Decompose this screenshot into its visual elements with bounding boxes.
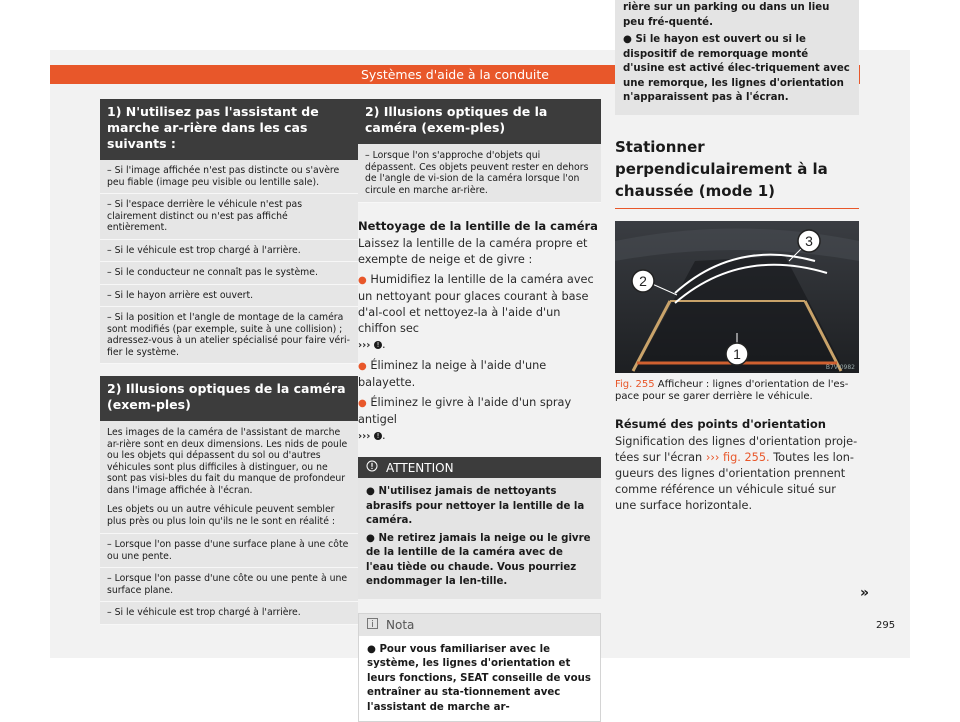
bullet-dot: ● — [358, 361, 367, 372]
cleaning-bullet: ● Éliminez le givre à l'aide d'un spray antigel ››› ! . — [358, 395, 601, 445]
bullet-text: Humidifiez la lentille de la caméra avec un nettoyant pour glaces courant à base d'al-cool et nettoyez-la à l'aide d'un chiffon sec — [358, 273, 594, 335]
list-item: – Lorsque l'on s'approche d'objets qui dépassent. Ces objets peuvent rester en dehors de l'angle de vi-sion de la caméra lorsque l'on circule en marche ar-rière. — [358, 144, 601, 203]
attention-box — [358, 457, 601, 599]
box1-title: 1) N'utilisez pas l'assistant de marche ar-rière dans les cas suivants : — [100, 99, 358, 160]
attention-header — [358, 457, 601, 478]
page-header: Systèmes d'aide à la conduite — [50, 65, 860, 84]
figure-caption — [615, 379, 859, 403]
box-title: 2) Illusions optiques de la caméra (exem-ples) — [358, 99, 601, 144]
warning-ref-icon: ! — [374, 341, 382, 349]
section-title: Stationner perpendiculairement à la chaussée (mode 1) — [615, 136, 859, 209]
callout-label-2: 2 — [639, 273, 647, 289]
page-number: 295 — [876, 620, 895, 631]
note-title: Nota — [386, 618, 414, 632]
list-item: – Si le conducteur ne connaît pas le système. — [100, 262, 358, 285]
cleaning-bullet: ● Humidifiez la lentille de la caméra avec un nettoyant pour glaces courant à base d'al-cool et nettoyez-la à l'aide d'un chiffon sec ››› ! . — [358, 272, 601, 354]
caption-text: Afficheur : lignes d'orientation de l'es-pace pour se garer derrière le véhicule. — [615, 379, 848, 402]
list-item: – Si le véhicule est trop chargé à l'arrière. — [100, 602, 358, 625]
figure-link[interactable]: ››› fig. 255. — [706, 451, 770, 464]
warning-ref-icon: ! — [374, 432, 382, 440]
list-item: – Si l'image affichée n'est pas distincte ou s'avère peu fiable (image peu visible ou lentille sale). — [100, 160, 358, 194]
box-content — [358, 144, 601, 203]
list-item: – Si la position et l'angle de montage de la caméra sont modifiés (par exemple, suite à une collision) ; adressez-vous à un atelier spécialisé pour faire véri-fier le système. — [100, 307, 358, 364]
list-item: – Lorsque l'on passe d'une côte ou une pente à une surface plane. — [100, 568, 358, 602]
summary-heading: Résumé des points d'orientation — [615, 417, 859, 431]
bullet-dot: ● — [358, 398, 367, 409]
ref-arrow: ››› — [358, 340, 370, 351]
list-item: – Lorsque l'on passe d'une surface plane à une côte ou une pente. — [100, 533, 358, 568]
note-header — [359, 614, 600, 636]
figure-camera-display — [615, 221, 859, 373]
cleaning-heading: Nettoyage de la lentille de la caméra — [358, 219, 601, 233]
note-body: ● Pour vous familiariser avec le système, les lignes d'orientation et leurs fonctions, SEAT conseille de vous entraîner au sta-tionnement avec l'assistant de marche ar- — [359, 636, 600, 722]
box2-paragraph: Les objets ou un autre véhicule peuvent sembler plus près ou plus loin qu'ils ne le sont en réalité : — [100, 500, 358, 533]
box2-content — [100, 421, 358, 625]
attention-body — [358, 478, 601, 599]
list-item: – Si l'espace derrière le véhicule n'est pas clairement distinct ou n'est pas affiché entièrement. — [100, 194, 358, 240]
bullet-text: Éliminez le givre à l'aide d'un spray antigel — [358, 396, 571, 426]
ref-arrow: ››› — [358, 431, 370, 442]
box2-paragraph: Les images de la caméra de l'assistant de marche ar-rière sont en deux dimensions. Les nids de poule ou les objets qui dépassent du sol ou d'autres véhicules sont plus difficiles à distinguer, ou ne sont pas visi-bles du fait du manque de profondeur dans l'image affichée à l'écran. — [100, 421, 358, 500]
column-2 — [358, 99, 601, 722]
note-bullet: ● Si le hayon est ouvert ou si le dispositif de remorquage monté d'usine est activé élec-triquement avec une remorque, les lignes d'orientation n'apparaissent pas à l'écran. — [623, 33, 851, 106]
cleaning-bullet — [358, 358, 601, 391]
box1-list — [100, 160, 358, 364]
camera-display-illustration — [615, 221, 859, 373]
box2-title: 2) Illusions optiques de la caméra (exem-ples) — [100, 376, 358, 421]
figure-code: B7V-0982 — [826, 364, 855, 371]
note-continuation — [615, 0, 859, 115]
callout-label-3: 3 — [805, 233, 813, 249]
column-3 — [615, 99, 859, 514]
cleaning-intro: Laissez la lentille de la caméra propre et exempte de neige et de givre : — [358, 236, 601, 268]
attention-item: ● Ne retirez jamais la neige ou le givre de la lentille de la caméra avec de l'eau tiède ou chaude. Vous pourriez endommager la len-tille. — [366, 532, 593, 590]
attention-title: ATTENTION — [386, 461, 454, 475]
continued-marker: » — [860, 585, 869, 601]
summary-text: Signification des lignes d'orientation proje-tées sur l'écran ››› fig. 255. Toutes les lon-gueurs des lignes d'orientation prennent comme référence un véhicule situé sur une surface horizontale. — [615, 434, 859, 514]
list-item: – Si le véhicule est trop chargé à l'arrière. — [100, 240, 358, 263]
warning-icon — [366, 460, 378, 475]
callout-label-1: 1 — [733, 346, 741, 362]
note-continued-text: rière sur un parking ou dans un lieu peu fré-quenté. — [623, 1, 851, 30]
bullet-text: Éliminez la neige à l'aide d'une balayette. — [358, 359, 546, 389]
note-box — [358, 613, 601, 722]
column-1 — [100, 99, 358, 625]
list-item: – Si le hayon arrière est ouvert. — [100, 285, 358, 308]
caption-number: Fig. 255 — [615, 379, 655, 390]
bullet-dot: ● — [358, 275, 367, 286]
attention-item: ● N'utilisez jamais de nettoyants abrasifs pour nettoyer la lentille de la caméra. — [366, 485, 593, 529]
note-icon — [367, 618, 378, 632]
